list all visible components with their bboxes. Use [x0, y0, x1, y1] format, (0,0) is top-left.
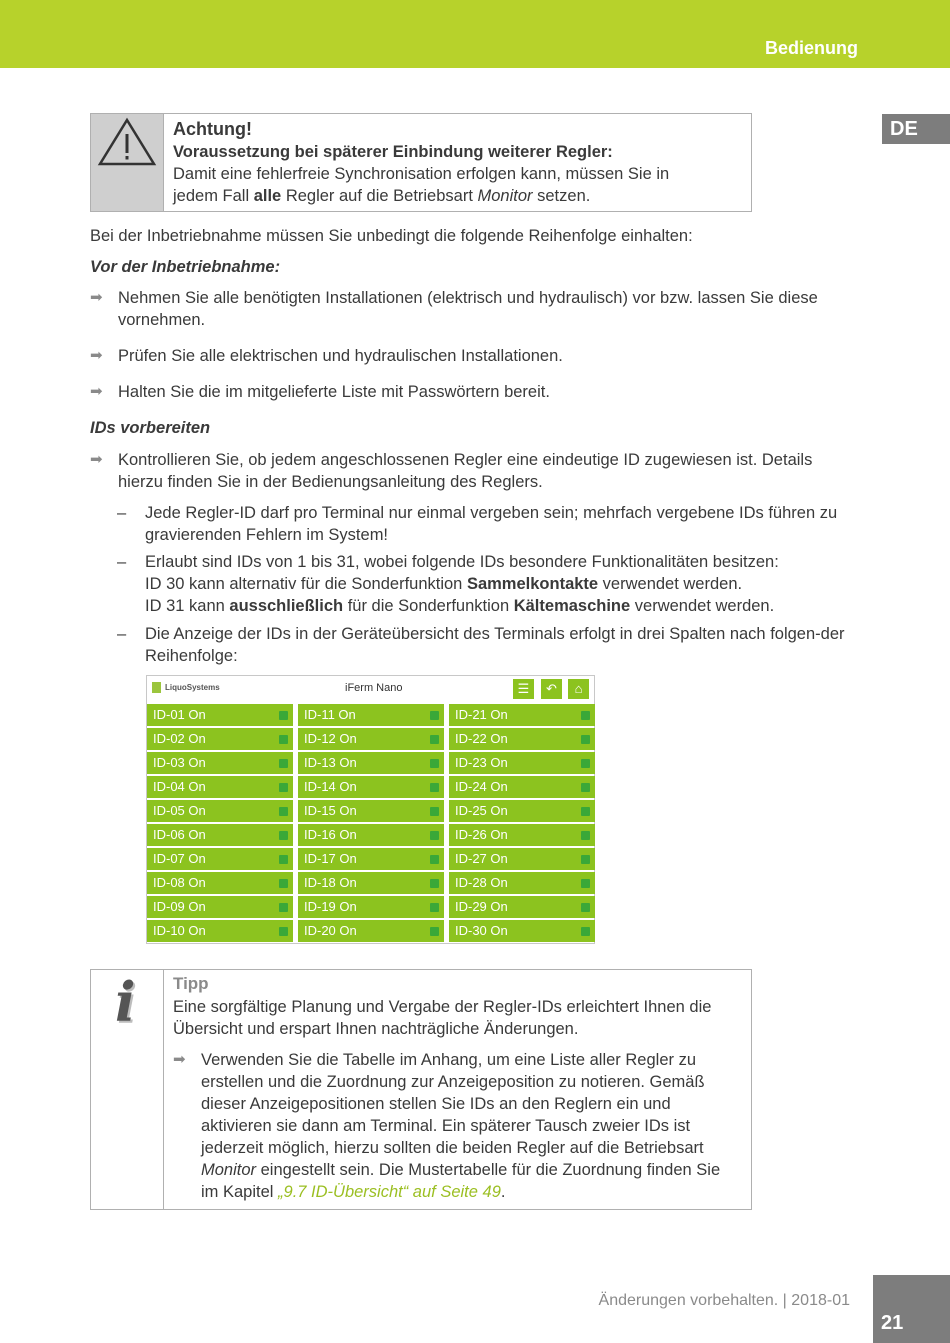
status-square-icon — [581, 783, 590, 792]
terminal-id-cell[interactable] — [147, 800, 293, 822]
status-square-icon — [279, 783, 288, 792]
terminal-id-label: ID-06 On — [153, 827, 206, 842]
back-icon[interactable]: ↶ — [541, 679, 562, 699]
terminal-id-cell[interactable] — [147, 920, 293, 942]
terminal-id-label: ID-05 On — [153, 803, 206, 818]
terminal-id-cell[interactable] — [147, 728, 293, 750]
terminal-id-label: ID-12 On — [304, 731, 357, 746]
terminal-title: iFerm Nano — [345, 682, 403, 694]
terminal-id-cell[interactable] — [147, 704, 293, 726]
status-square-icon — [430, 879, 439, 888]
list-item: ➡ Prüfen Sie alle elektrischen und hydraulischen Installationen. — [90, 347, 563, 365]
terminal-id-label: ID-07 On — [153, 851, 206, 866]
status-square-icon — [430, 807, 439, 816]
list-item: ➡ Halten Sie die im mitgelieferte Liste mit Passwörtern bereit. — [90, 383, 550, 401]
warning-line-1: Damit eine fehlerfreie Synchronisation erfolgen kann, müssen Sie in — [173, 165, 670, 183]
arrow-right-icon: ➡ — [90, 451, 103, 468]
terminal-id-cell[interactable] — [147, 824, 293, 846]
status-square-icon — [581, 831, 590, 840]
terminal-id-label: ID-26 On — [455, 827, 508, 842]
status-square-icon — [279, 879, 288, 888]
terminal-id-cell[interactable] — [147, 752, 293, 774]
tip-icon-cell — [91, 970, 164, 1209]
status-square-icon — [581, 759, 590, 768]
status-square-icon — [279, 831, 288, 840]
terminal-id-label: ID-09 On — [153, 899, 206, 914]
terminal-column-3 — [449, 704, 595, 944]
header-title: Bedienung — [765, 38, 858, 58]
warning-subtitle: Voraussetzung bei späterer Einbindung weiterer Regler: — [173, 143, 613, 161]
terminal-id-cell[interactable] — [298, 848, 444, 870]
status-square-icon — [430, 855, 439, 864]
terminal-id-label: ID-29 On — [455, 899, 508, 914]
warning-triangle-icon — [91, 114, 163, 211]
footer-text: Änderungen vorbehalten. | 2018-01 — [598, 1292, 850, 1309]
terminal-brand: LiquoSystems — [165, 683, 220, 692]
terminal-column-2 — [298, 704, 444, 944]
section2-heading: IDs vorbereiten — [90, 419, 211, 437]
terminal-id-cell[interactable] — [147, 848, 293, 870]
terminal-id-cell[interactable] — [298, 704, 444, 726]
tip-text — [173, 972, 741, 1203]
status-square-icon — [430, 831, 439, 840]
dash-item: – Erlaubt sind IDs von 1 bis 31, wobei folgende IDs besondere Funktionalitäten besitzen: ID 30 kann alternativ für die Sonderfunktion Sammelkontakte verwendet werden. ID 31 kann ausschließlich für die Sonderfunktion Kältemaschine verwendet werden. — [117, 553, 779, 615]
terminal-id-label: ID-19 On — [304, 899, 357, 914]
terminal-screenshot — [146, 675, 595, 944]
terminal-id-cell[interactable] — [449, 824, 595, 846]
terminal-id-label: ID-13 On — [304, 755, 357, 770]
list-item: ➡ Nehmen Sie alle benötigten Installationen (elektrisch und hydraulisch) vor bzw. lassen Sie diese vornehmen. — [90, 289, 818, 329]
tip-paragraph: Eine sorgfältige Planung und Vergabe der Regler-IDs erleichtert Ihnen die Übersicht und erspart Ihnen nachträgliche Änderungen. — [173, 998, 712, 1038]
terminal-id-label: ID-02 On — [153, 731, 206, 746]
terminal-id-cell[interactable] — [449, 728, 595, 750]
terminal-id-cell[interactable] — [298, 872, 444, 894]
page-number: 21 — [873, 1275, 950, 1343]
brand-logo-icon — [152, 682, 161, 693]
terminal-id-cell[interactable] — [298, 752, 444, 774]
terminal-id-label: ID-15 On — [304, 803, 357, 818]
status-square-icon — [279, 759, 288, 768]
warning-box — [90, 113, 752, 212]
terminal-id-label: ID-11 On — [304, 707, 356, 722]
status-square-icon — [430, 903, 439, 912]
arrow-right-icon: ➡ — [173, 1051, 186, 1068]
terminal-id-label: ID-04 On — [153, 779, 206, 794]
terminal-id-label: ID-30 On — [455, 923, 508, 938]
terminal-id-label: ID-01 On — [153, 707, 206, 722]
arrow-right-icon: ➡ — [90, 289, 103, 306]
terminal-id-label: ID-10 On — [153, 923, 206, 938]
warning-line-2: jedem Fall alle Regler auf die Betriebsart Monitor setzen. — [173, 187, 591, 205]
list-item: ➡ Verwenden Sie die Tabelle im Anhang, um eine Liste aller Regler zu erstellen und die Zuordnung zur Anzeigeposition zu notieren. Gemäß dieser Anzeigepositionen stellen Sie IDs an den Reglern ein und aktivieren sie dann am Terminal. Ein späterer Tausch zweier IDs ist jederzeit möglich, hierzu sollten die beiden Regler auf die Betriebsart Monitor eingestellt sein. Die Mustertabelle für die Zuordnung finden Sie im Kapitel „9.7 ID-Übersicht“ auf Seite 49. — [173, 1051, 721, 1201]
terminal-id-cell[interactable] — [298, 920, 444, 942]
warning-text — [173, 117, 745, 207]
terminal-id-cell[interactable] — [147, 776, 293, 798]
tip-box — [90, 969, 752, 1210]
status-square-icon — [279, 711, 288, 720]
status-square-icon — [279, 855, 288, 864]
terminal-id-label: ID-16 On — [304, 827, 357, 842]
warning-icon-cell — [91, 114, 164, 211]
terminal-id-cell[interactable] — [449, 920, 595, 942]
terminal-id-cell[interactable] — [147, 872, 293, 894]
status-square-icon — [430, 711, 439, 720]
list-item: ➡ Kontrollieren Sie, ob jedem angeschlossenen Regler eine eindeutige ID zugewiesen ist. Details hierzu finden Sie in der Bedienungsanleitung des Reglers. — [90, 451, 813, 491]
terminal-id-label: ID-28 On — [455, 875, 508, 890]
arrow-right-icon: ➡ — [90, 347, 103, 364]
terminal-topbar — [147, 676, 594, 702]
chapter-link[interactable]: „9.7 ID-Übersicht“ auf Seite 49 — [278, 1183, 501, 1201]
section1-heading: Vor der Inbetriebnahme: — [90, 258, 281, 276]
status-square-icon — [581, 903, 590, 912]
status-square-icon — [430, 735, 439, 744]
terminal-id-cell[interactable] — [298, 824, 444, 846]
intro-text: Bei der Inbetriebnahme müssen Sie unbedingt die folgende Reihenfolge einhalten: — [90, 227, 693, 245]
status-square-icon — [581, 879, 590, 888]
info-icon: i — [115, 970, 136, 1034]
terminal-id-label: ID-03 On — [153, 755, 206, 770]
terminal-id-cell[interactable] — [298, 728, 444, 750]
menu-icon[interactable]: ☰ — [513, 679, 534, 699]
terminal-id-label: ID-20 On — [304, 923, 357, 938]
terminal-id-cell[interactable] — [449, 800, 595, 822]
terminal-id-label: ID-21 On — [455, 707, 508, 722]
terminal-id-cell[interactable] — [298, 776, 444, 798]
status-square-icon — [279, 807, 288, 816]
home-icon[interactable]: ⌂ — [568, 679, 589, 699]
status-square-icon — [430, 927, 439, 936]
status-square-icon — [279, 903, 288, 912]
status-square-icon — [581, 735, 590, 744]
terminal-id-cell[interactable] — [449, 704, 595, 726]
terminal-id-label: ID-08 On — [153, 875, 206, 890]
terminal-id-cell[interactable] — [298, 896, 444, 918]
terminal-id-label: ID-24 On — [455, 779, 508, 794]
dash-item: – Jede Regler-ID darf pro Terminal nur einmal vergeben sein; mehrfach vergebene IDs führen zu gravierenden Fehlern im System! — [117, 504, 838, 544]
terminal-id-cell[interactable] — [449, 872, 595, 894]
terminal-id-label: ID-23 On — [455, 755, 508, 770]
status-square-icon — [279, 927, 288, 936]
terminal-id-cell[interactable] — [449, 752, 595, 774]
status-square-icon — [430, 759, 439, 768]
dash-item: – Die Anzeige der IDs in der Geräteübersicht des Terminals erfolgt in drei Spalten nach folgen-der Reihenfolge: — [117, 625, 845, 665]
terminal-id-cell[interactable] — [449, 896, 595, 918]
terminal-id-label: ID-14 On — [304, 779, 357, 794]
terminal-id-label: ID-27 On — [455, 851, 508, 866]
status-square-icon — [581, 807, 590, 816]
terminal-column-1 — [147, 704, 293, 944]
tip-title: Tipp — [173, 974, 209, 993]
status-square-icon — [279, 735, 288, 744]
warning-title: Achtung! — [173, 119, 252, 139]
terminal-id-cell[interactable] — [449, 848, 595, 870]
terminal-id-cell[interactable] — [298, 800, 444, 822]
terminal-id-label: ID-17 On — [304, 851, 357, 866]
status-square-icon — [581, 711, 590, 720]
terminal-id-cell[interactable] — [147, 896, 293, 918]
terminal-id-label: ID-18 On — [304, 875, 357, 890]
status-square-icon — [581, 855, 590, 864]
arrow-right-icon: ➡ — [90, 383, 103, 400]
terminal-id-label: ID-22 On — [455, 731, 508, 746]
status-square-icon — [581, 927, 590, 936]
terminal-id-label: ID-25 On — [455, 803, 508, 818]
status-square-icon — [430, 783, 439, 792]
language-tab: DE — [882, 114, 950, 144]
terminal-id-cell[interactable] — [449, 776, 595, 798]
